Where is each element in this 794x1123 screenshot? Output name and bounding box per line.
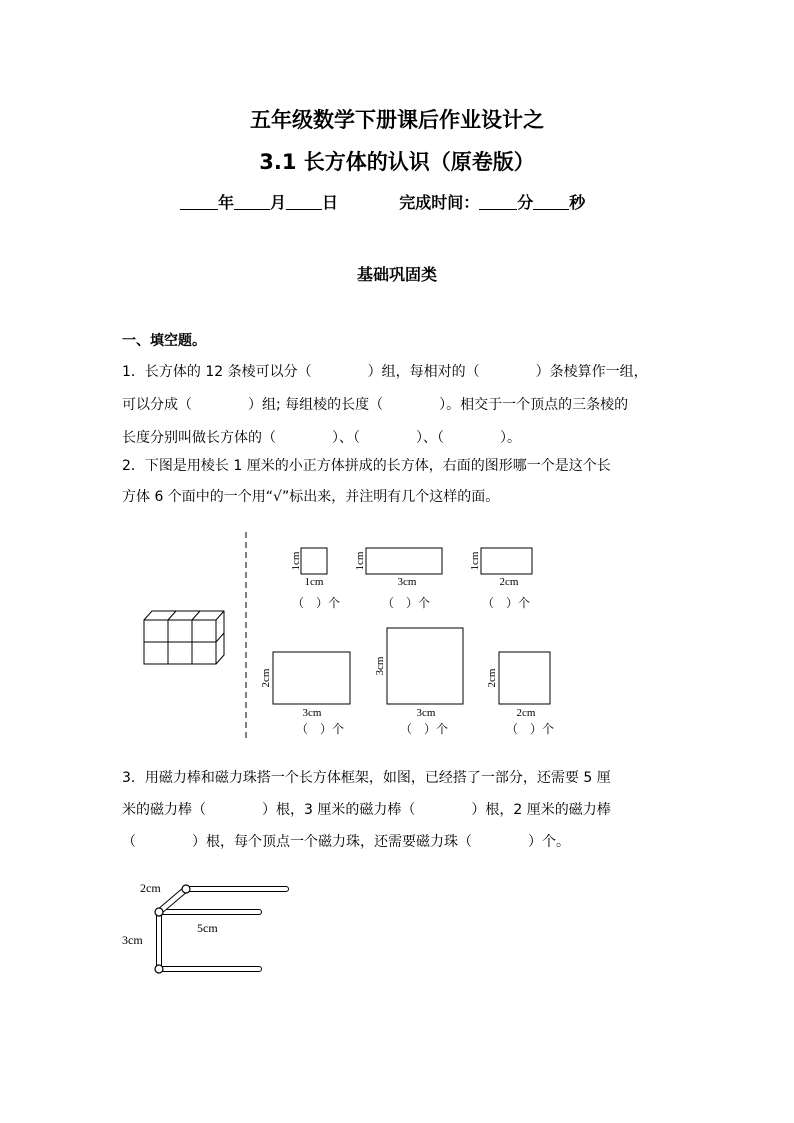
- face-2x2-blank[interactable]: （ ）个: [506, 722, 555, 736]
- face-2x3-width-label: 3cm: [302, 707, 322, 719]
- face-1x2-blank[interactable]: （ ）个: [482, 596, 531, 610]
- month-label: 月: [270, 193, 287, 212]
- face-1x1-height-label: 1cm: [290, 551, 302, 571]
- q3-line1: 3．用磁力棒和磁力珠搭一个长方体框架，如图，已经搭了一部分，还需要 5 厘: [122, 770, 611, 786]
- face-3x3-height-label: 3cm: [374, 656, 386, 676]
- page-subtitle: 3.1 长方体的认识（原卷版）: [259, 150, 535, 174]
- part1-heading: 一、填空题。: [122, 333, 206, 349]
- face-2x2-width-label: 2cm: [516, 707, 536, 719]
- face-1x3-blank[interactable]: （ ）个: [382, 596, 431, 610]
- rod-middle-5cm: [159, 910, 262, 915]
- face-1x1-blank[interactable]: （ ）个: [292, 596, 341, 610]
- face-3x3-blank[interactable]: （ ）个: [400, 722, 449, 736]
- q3-line3: （ ）根，每个顶点一个磁力珠，还需要磁力珠（ ）个。: [122, 834, 570, 850]
- label-5cm: 5cm: [197, 921, 218, 935]
- section-title: 基础巩固类: [356, 265, 437, 284]
- face-1x2-width-label: 2cm: [499, 576, 519, 588]
- bead-top: [182, 885, 190, 893]
- face-1x2-height-label: 1cm: [469, 551, 481, 571]
- face-1x3-height-label: 1cm: [354, 551, 366, 571]
- face-1x3-width-label: 3cm: [397, 576, 417, 588]
- q2-line2: 方体 6 个面中的一个用“√”标出来，并注明有几个这样的面。: [122, 489, 500, 505]
- rod-vertical-3cm: [157, 912, 162, 969]
- rod-top-5cm: [186, 887, 289, 892]
- minute-label: 分: [517, 193, 534, 212]
- face-3x3-width-label: 3cm: [416, 707, 436, 719]
- q1-line1: 1．长方体的 12 条棱可以分（ ）组，每相对的（ ）条棱算作一组，: [122, 364, 648, 380]
- q1-line3: 长度分别叫做长方体的（ ）、（ ）、（ ）。: [122, 430, 521, 446]
- q1-line2: 可以分成（ ）组; 每组棱的长度（ ）。相交于一个顶点的三条棱的: [122, 397, 629, 413]
- label-2cm: 2cm: [140, 881, 161, 895]
- day-label: 日: [322, 193, 339, 212]
- face-2x3-height-label: 2cm: [260, 668, 272, 688]
- year-label: 年: [218, 193, 235, 212]
- time-label: 完成时间：: [399, 193, 480, 212]
- q3-line2: 米的磁力棒（ ）根，3 厘米的磁力棒（ ）根，2 厘米的磁力棒: [122, 802, 611, 818]
- label-3cm: 3cm: [122, 933, 143, 947]
- second-label: 秒: [569, 193, 586, 212]
- rod-bottom-5cm: [159, 967, 262, 972]
- page-title: 五年级数学下册课后作业设计之: [250, 108, 544, 132]
- face-2x2-height-label: 2cm: [486, 668, 498, 688]
- bead-bottom: [155, 965, 163, 973]
- q2-line1: 2．下图是用棱长 1 厘米的小正方体拼成的长方体，右面的图形哪一个是这个长: [122, 458, 611, 474]
- face-2x3-blank[interactable]: （ ）个: [296, 722, 345, 736]
- face-1x1-width-label: 1cm: [304, 576, 324, 588]
- bead-middle: [155, 908, 163, 916]
